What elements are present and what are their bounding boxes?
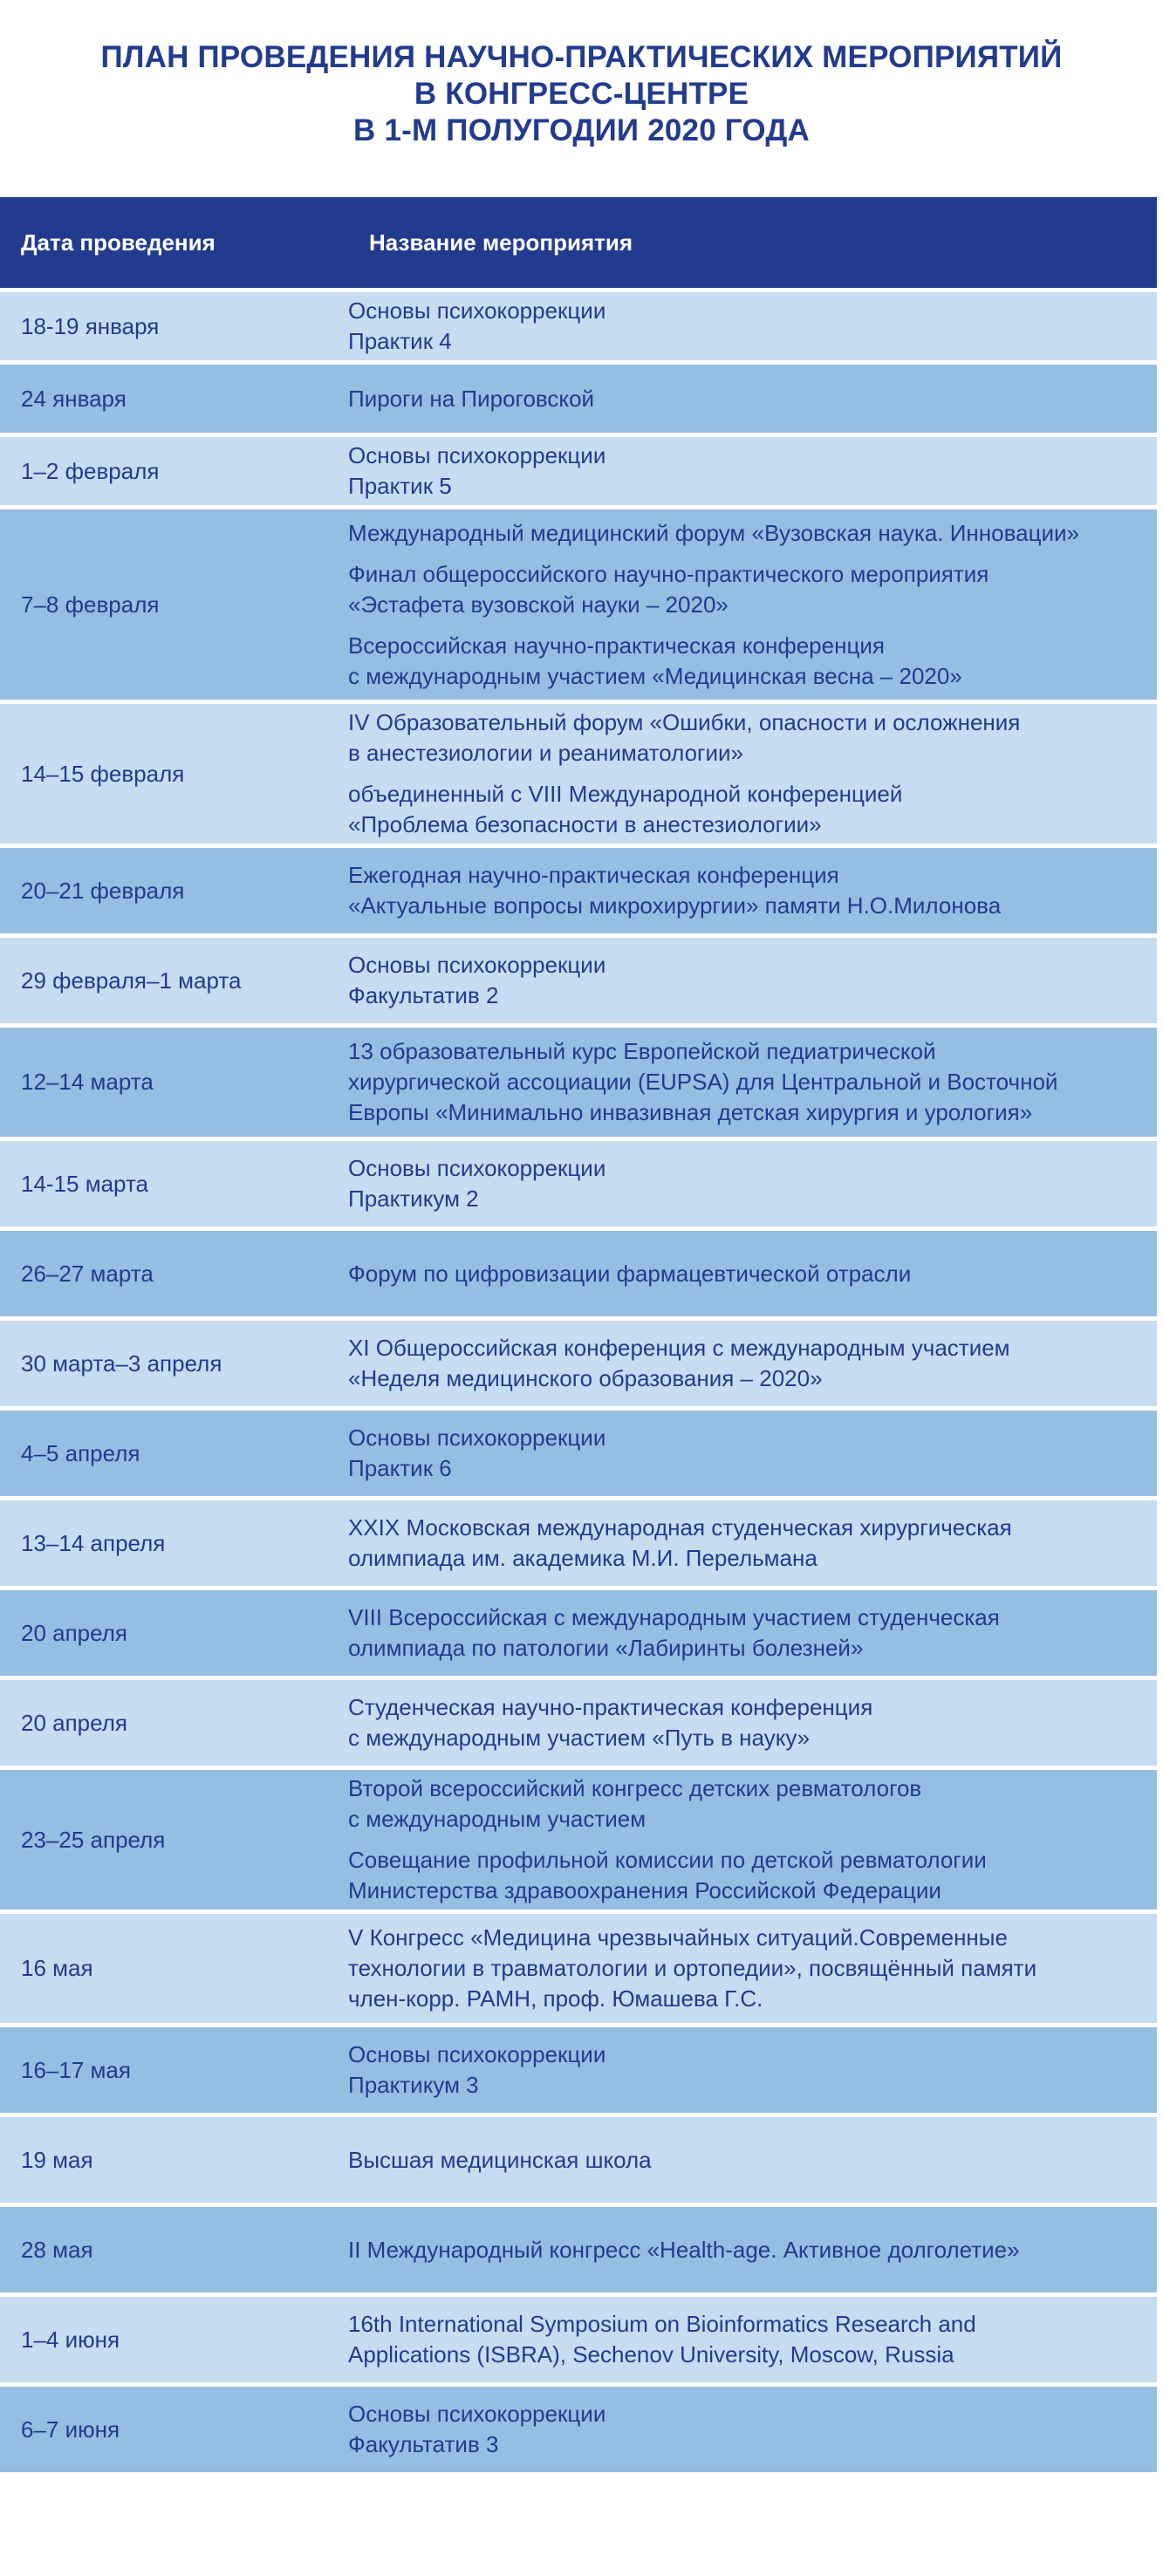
table-row xyxy=(0,2027,1157,2113)
event-names xyxy=(348,1914,1157,2023)
event-names xyxy=(348,2207,1157,2292)
event-date: 7–8 февраля xyxy=(21,591,160,618)
table-body xyxy=(0,292,1157,2472)
event-date: 28 мая xyxy=(21,2236,93,2263)
event-name: Основы психокоррекции Практик 5 xyxy=(348,442,606,499)
event-names xyxy=(348,1411,1157,1496)
page-title xyxy=(0,39,1163,149)
table-row xyxy=(0,1028,1157,1137)
event-names xyxy=(348,848,1157,933)
event-name: Высшая медицинская школа xyxy=(348,2146,652,2173)
event-name: 13 образовательный курс Европейской педиатрической хирургической ассоциации (EUPSA) для Центральной и Восточной Европы «Минимально инвазивная детская хирургия и урология» xyxy=(348,1038,1058,1125)
event-date: 12–14 марта xyxy=(21,1069,154,1095)
event-name: V Конгресс «Медицина чрезвычайных ситуаций.Современные технологии в травматологии и ортопедии», посвящённый памяти член-корр. РАМН, проф. Юмашева Г.С. xyxy=(348,1924,1037,2012)
events-table xyxy=(0,197,1157,2472)
event-names xyxy=(348,1770,1157,1910)
event-name: Студенческая научно-практическая конференция с международным участием «Путь в науку» xyxy=(348,1694,873,1751)
event-date: 16 мая xyxy=(21,1955,93,1981)
event-date: 14–15 февраля xyxy=(21,760,185,787)
table-row xyxy=(0,365,1157,433)
event-names xyxy=(348,2387,1157,2472)
event-name: Международный медицинский форум «Вузовская наука. Инновации» xyxy=(348,519,1079,546)
event-name: XI Общероссийская конференция с международным участием «Неделя медицинского образования – 2020» xyxy=(348,1335,1010,1391)
table-row xyxy=(0,2297,1157,2382)
table-row xyxy=(0,2387,1157,2472)
table-row xyxy=(0,1231,1157,1316)
event-names xyxy=(348,1141,1157,1227)
event-name: VIII Всероссийская с международным участием студенческая олимпиада по патологии «Лабиринты болезней» xyxy=(348,1604,1000,1661)
event-name: Основы психокоррекции Практикум 3 xyxy=(348,2041,606,2098)
event-name: Совещание профильной комиссии по детской ревматологии Министерства здравоохранения Российской Федерации xyxy=(348,1847,987,1903)
event-date: 26–27 марта xyxy=(21,1260,154,1287)
event-names xyxy=(348,1500,1157,1586)
event-names xyxy=(348,2027,1157,2113)
table-row xyxy=(0,292,1157,360)
event-name: Пироги на Пироговской xyxy=(348,385,595,412)
table-row xyxy=(0,704,1157,844)
event-name: Ежегодная научно-практическая конференция «Актуальные вопросы микрохирургии» памяти Н.О.Милонова xyxy=(348,862,1002,919)
event-names xyxy=(348,938,1157,1023)
event-name: Форум по цифровизации фармацевтической отрасли xyxy=(348,1260,912,1287)
title-line-2: В КОНГРЕСС-ЦЕНТРЕ xyxy=(414,77,749,111)
event-date: 16–17 мая xyxy=(21,2056,131,2083)
table-header xyxy=(0,197,1157,288)
event-date: 1–2 февраля xyxy=(21,457,160,484)
event-names xyxy=(348,292,1157,360)
event-names xyxy=(348,437,1157,505)
event-names xyxy=(348,2297,1157,2382)
event-date: 23–25 апреля xyxy=(21,1826,166,1853)
event-names xyxy=(348,1680,1157,1766)
header-name: Название мероприятия xyxy=(369,229,633,256)
table-row xyxy=(0,1770,1157,1910)
table-row xyxy=(0,1914,1157,2023)
table-row xyxy=(0,1680,1157,1766)
table-row xyxy=(0,2117,1157,2203)
event-date: 29 февраля–1 марта xyxy=(21,967,242,994)
table-row xyxy=(0,509,1157,700)
event-name: Финал общероссийского научно-практического мероприятия «Эстафета вузовской науки – 2020» xyxy=(348,560,989,618)
event-date: 4–5 апреля xyxy=(21,1439,140,1466)
table-row xyxy=(0,1411,1157,1496)
title-line-1: ПЛАН ПРОВЕДЕНИЯ НАУЧНО-ПРАКТИЧЕСКИХ МЕРОПРИЯТИЙ xyxy=(100,40,1063,74)
event-date: 20 апреля xyxy=(21,1709,127,1736)
event-name: объединенный с VIII Международной конференцией «Проблема безопасности в анестезиологии» xyxy=(348,781,903,837)
event-name: 16th International Symposium on Bioinformatics Research and Applications (ISBRA), Sechenov University, Moscow, Russia xyxy=(348,2311,976,2368)
table-row xyxy=(0,1590,1157,1676)
event-names xyxy=(348,1321,1157,1406)
event-names xyxy=(348,2117,1157,2203)
table-row xyxy=(0,1141,1157,1227)
event-name: Основы психокоррекции Практик 4 xyxy=(348,297,606,354)
table-row xyxy=(0,1500,1157,1586)
header-date: Дата проведения xyxy=(21,229,215,256)
event-date: 19 мая xyxy=(21,2146,93,2173)
event-name: Второй всероссийский конгресс детских ревматологов с международным участием xyxy=(348,1775,922,1832)
event-date: 18-19 января xyxy=(21,312,160,339)
event-name: Основы психокоррекции Практик 6 xyxy=(348,1425,606,1481)
event-names xyxy=(348,1231,1157,1316)
event-names xyxy=(348,1590,1157,1676)
event-name: XXIX Московская международная студенческая хирургическая олимпиада им. академика М.И. Перельмана xyxy=(348,1514,1012,1571)
event-date: 20 апреля xyxy=(21,1619,127,1646)
event-date: 30 марта–3 апреля xyxy=(21,1349,222,1377)
event-date: 20–21 февраля xyxy=(21,877,185,904)
event-date: 24 января xyxy=(21,385,127,412)
event-date: 1–4 июня xyxy=(21,2326,120,2353)
title-line-3: В 1-М ПОЛУГОДИИ 2020 ГОДА xyxy=(353,113,810,147)
table-row xyxy=(0,848,1157,933)
event-date: 13–14 апреля xyxy=(21,1529,166,1556)
event-names xyxy=(348,509,1157,700)
event-date: 6–7 июня xyxy=(21,2415,120,2443)
table-row xyxy=(0,1321,1157,1406)
event-name: Основы психокоррекции Факультатив 3 xyxy=(348,2401,606,2457)
event-names xyxy=(348,365,1157,433)
table-row xyxy=(0,437,1157,505)
event-name: Всероссийская научно-практическая конференция с международным участием «Медицинская весна – 2020» xyxy=(348,632,962,689)
event-date: 14-15 марта xyxy=(21,1170,149,1197)
table-row xyxy=(0,2207,1157,2292)
event-name: Основы психокоррекции Факультатив 2 xyxy=(348,952,606,1008)
event-name: IV Образовательный форум «Ошибки, опасности и осложнения в анестезиологии и реаниматологии» xyxy=(348,709,1021,766)
event-names xyxy=(348,1028,1157,1137)
event-name: II Международный конгресс «Health-age. Активное долголетие» xyxy=(348,2236,1020,2263)
table-row xyxy=(0,938,1157,1023)
event-names xyxy=(348,704,1157,844)
event-name: Основы психокоррекции Практикум 2 xyxy=(348,1155,606,1212)
